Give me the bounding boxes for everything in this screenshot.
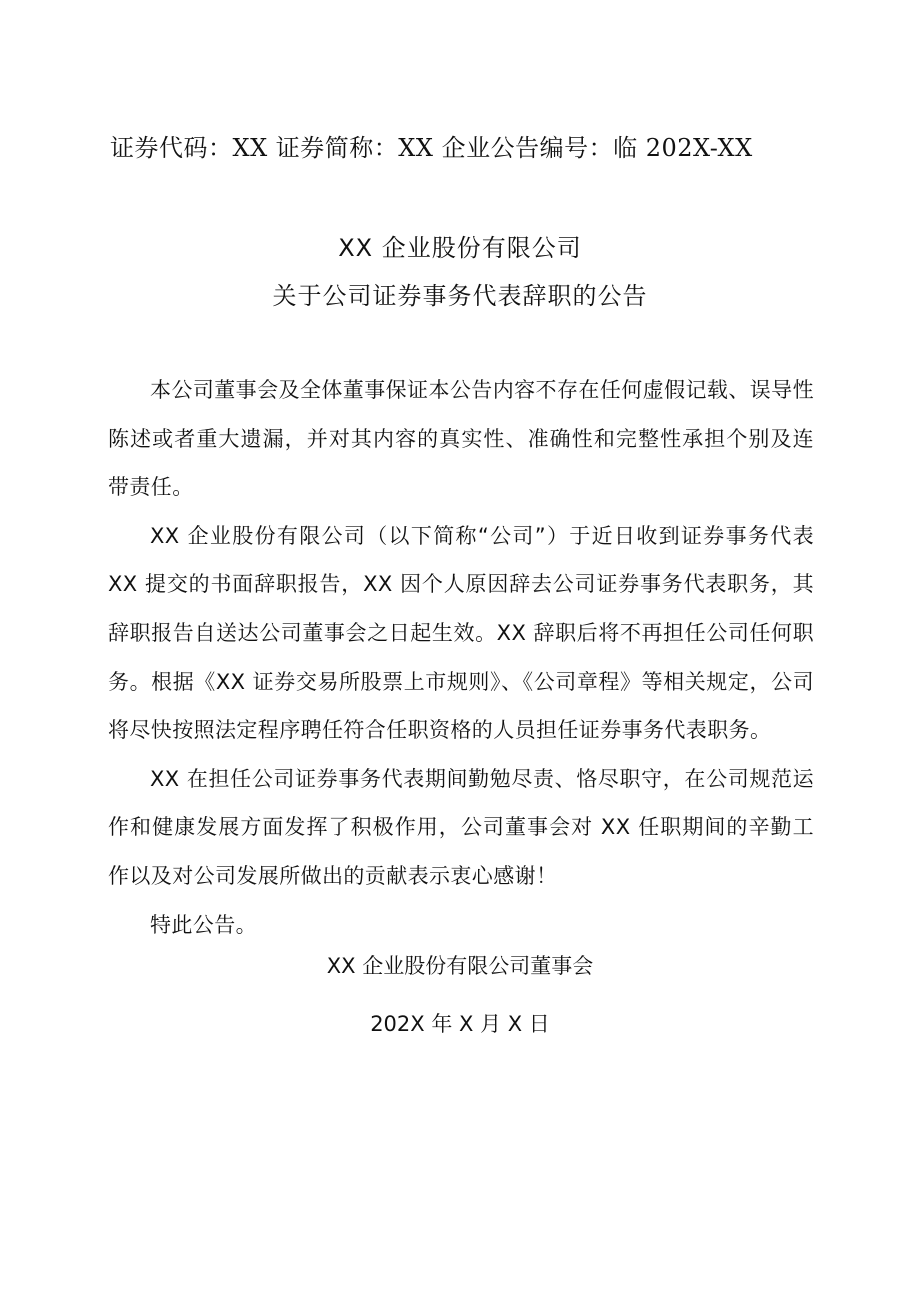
paragraph-disclaimer: 本公司董事会及全体董事保证本公告内容不存在任何虚假记载、误导性陈述或者重大遗漏，并对其内容的真实性、准确性和完整性承担个别及连带责任。	[108, 378, 814, 500]
announcement-body	[108, 366, 814, 949]
security-code-line: 证券代码：XX 证券简称：XX 企业公告编号：临 202X-XX	[110, 134, 753, 162]
paragraph-closing: 特此公告。	[150, 912, 257, 937]
signature-date: 202X 年 X 月 X 日	[370, 1012, 550, 1036]
paragraph-resignation: XX 企业股份有限公司（以下简称“公司”）于近日收到证券事务代表 XX 提交的书面辞职报告，XX 因个人原因辞去公司证券事务代表职务，其辞职报告自送达公司董事会之日起生效。XX 辞职后将不再担任公司任何职务。根据《XX 证券交易所股票上市规则》、《公司章程》等相关规定，公司将尽快按照法定程序聘任符合任职资格的人员担任证券事务代表职务。	[108, 523, 814, 743]
announcement-subject-title: 关于公司证券事务代表辞职的公告	[272, 282, 648, 310]
company-name-title: XX 企业股份有限公司	[338, 234, 582, 262]
paragraph-appreciation: XX 在担任公司证券事务代表期间勤勉尽责、恪尽职守，在公司规范运作和健康发展方面发挥了积极作用，公司董事会对 XX 任职期间的辛勤工作以及对公司发展所做出的贡献表示衷心感谢！	[108, 766, 814, 888]
signature-organization: XX 企业股份有限公司董事会	[326, 954, 594, 978]
